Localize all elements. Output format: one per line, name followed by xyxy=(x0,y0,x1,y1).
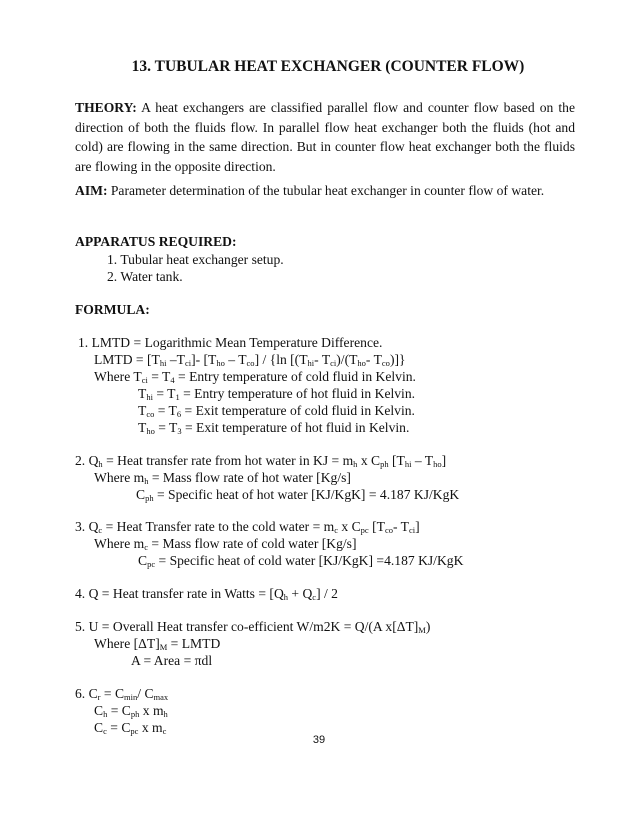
formula-heading: FORMULA: xyxy=(75,302,150,317)
theory-paragraph xyxy=(75,98,575,176)
aim-paragraph xyxy=(75,181,575,201)
formula-1-line: $T_{co} = T_6$ = Exit temperature of cold fluid in Kelvin. xyxy=(138,403,415,419)
apparatus-item: 1. Tubular heat exchanger setup. xyxy=(107,252,284,267)
formula-3-line: $C_{pc}$ = Specific heat of cold water [KJ/KgK] =4.187 KJ/KgK xyxy=(138,553,464,569)
formula-2-line: Where $m_h$ = Mass flow rate of hot water [Kg/s] xyxy=(94,470,351,486)
formula-1-line: Where $T_{ci} = T_4$ = Entry temperature of cold fluid in Kelvin. xyxy=(94,369,416,385)
formula-1-line: 1. LMTD = Logarithmic Mean Temperature Difference. xyxy=(78,335,383,350)
apparatus-item: 2. Water tank. xyxy=(107,269,183,284)
formula-2-line: 2. $Q_h$ = Heat transfer rate from hot water in KJ = $m_h$ x $C_{ph}$ $[T_{hi} - T_{ho}]$ xyxy=(75,453,447,469)
formula-1-line: $T_{hi} = T_1$ = Entry temperature of hot fluid in Kelvin. xyxy=(138,386,416,402)
page-number: 39 xyxy=(312,734,326,746)
formula-3-line: 3. $Q_c$ = Heat Transfer rate to the cold water = $m_c$ x $C_{pc}$ [$T_{co}-$ $T_{ci}$] xyxy=(75,519,420,535)
formula-3-line: Where $m_c$ = Mass flow rate of cold water [Kg/s] xyxy=(94,536,357,552)
formula-6-line: $C_c = C_{pc}$ x $m_c$ xyxy=(94,720,167,736)
formula-6-line: $C_h = C_{ph}$ x $m_h$ xyxy=(94,703,168,719)
formula-6-line: 6. $C_r = C_{min}/$ $C_{max}$ xyxy=(75,686,169,702)
theory-text: A heat exchangers are classified parallel flow and counter flow based on the direction of both the fluids flow. In parallel flow heat exchanger both the fluids (hot and cold) are flowing in the same direction. But in counter flow heat exchanger both the fluids are flowing in the opposite direction. xyxy=(75,100,575,174)
aim-text: Parameter determination of the tubular heat exchanger in counter flow of water. xyxy=(110,183,545,198)
formula-5-line: A = Area = πdl xyxy=(131,653,213,668)
formula-5-line: Where $[\Delta T]_M$ = LMTD xyxy=(94,636,221,652)
page-title: 13. TUBULAR HEAT EXCHANGER (COUNTER FLOW) xyxy=(131,58,525,75)
formula-5-line: 5. U = Overall Heat transfer co-efficient W/m2K = Q/(A $x[\Delta T]_M$) xyxy=(75,619,431,635)
formula-1-line: LMTD = [$T_{hi}$ $-T_{ci}]-$ $[T_{ho} - T_{co}] / \{\ln$ [($T_{hi}-$ $T_{ci})/(T_{ho}-$ $T_{co}$)]} xyxy=(94,352,406,368)
formula-2-line: $C_{ph}$ = Specific heat of hot water [KJ/KgK] = 4.187 KJ/KgK xyxy=(136,487,460,503)
formula-1-line: $T_{ho} = T_3$ = Exit temperature of hot fluid in Kelvin. xyxy=(138,420,410,436)
formula-4-line: 4. Q = Heat transfer rate in Watts = $[Q_h + Q_c] / 2$ xyxy=(75,586,338,602)
apparatus-heading: APPARATUS REQUIRED: xyxy=(75,234,237,249)
theory-label: THEORY: xyxy=(75,100,137,115)
aim-label: AIM: xyxy=(75,183,108,198)
